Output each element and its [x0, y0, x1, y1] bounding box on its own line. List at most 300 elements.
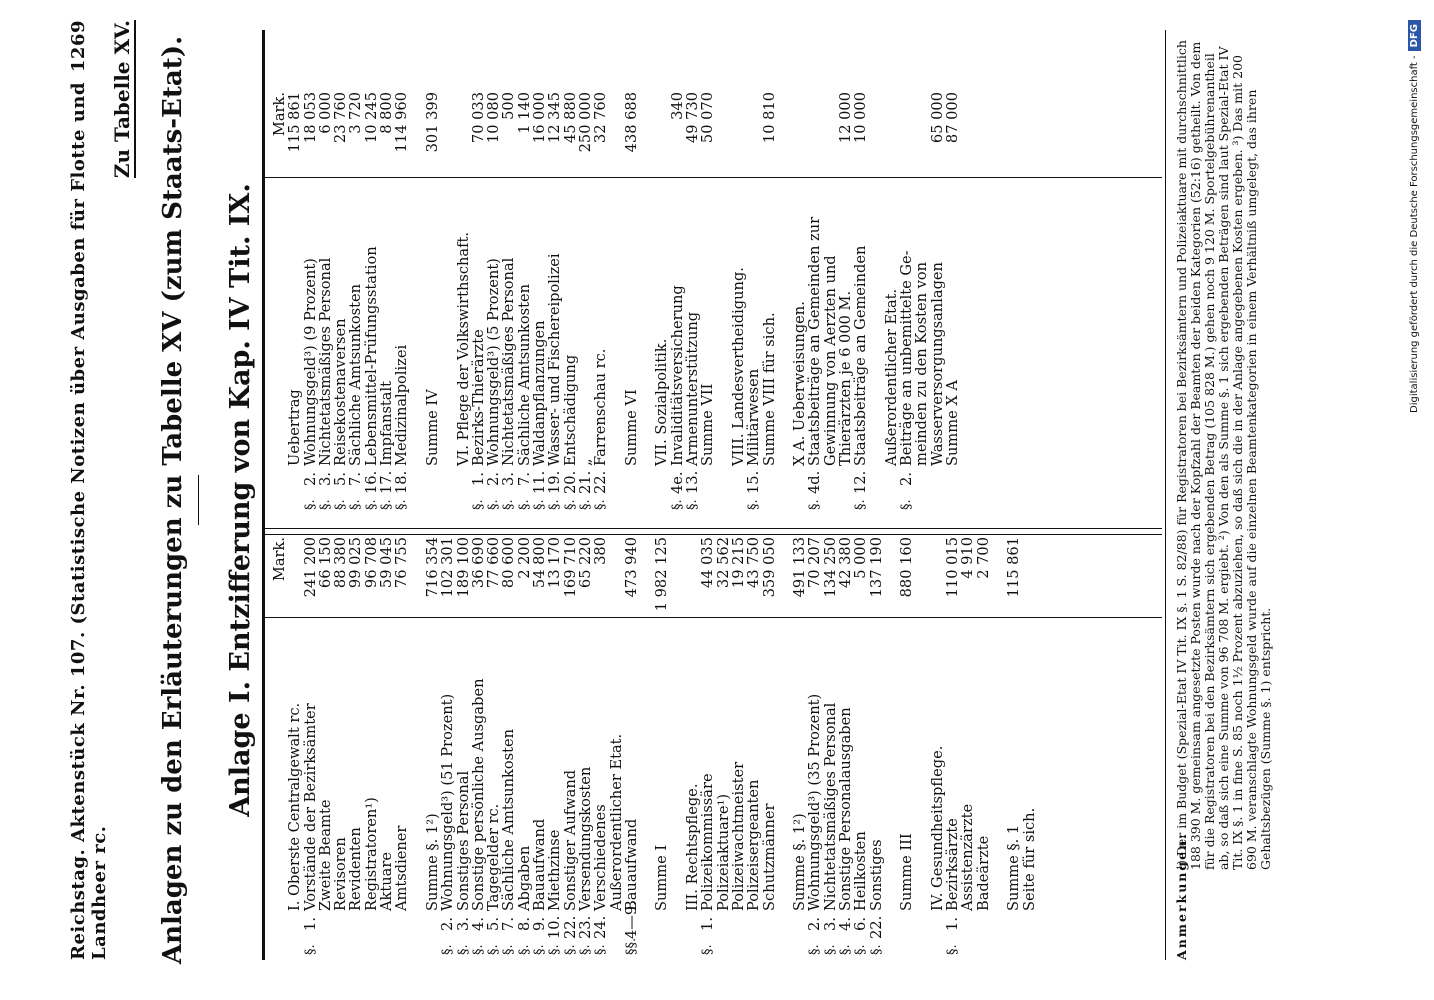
- table-row: [838, 90, 853, 510]
- table-row: [700, 535, 715, 955]
- item-number: 5.: [485, 917, 503, 931]
- item-label: Staatsbeiträge an Gemeinden: [852, 245, 870, 466]
- table-row: [991, 535, 1006, 955]
- paragraph-sign: §.: [577, 499, 593, 510]
- item-label: Polizeikommissäre: [699, 773, 717, 911]
- item-value: 114 960: [393, 92, 411, 153]
- table-row: [348, 90, 363, 510]
- item-label: Summe I: [653, 844, 671, 911]
- paragraph-sign: §.: [440, 944, 456, 955]
- table-row: [976, 535, 991, 955]
- item-value: 76 755: [393, 537, 411, 589]
- item-value: 473 940: [622, 537, 640, 598]
- item-value: Mark.: [271, 92, 288, 137]
- table-row: [930, 535, 945, 955]
- item-value: 77 660: [485, 537, 503, 589]
- paragraph-sign: §.: [317, 499, 333, 510]
- item-number: 1.: [301, 917, 319, 931]
- item-number: 2.: [301, 472, 319, 486]
- item-value: 87 000: [944, 92, 962, 144]
- table-row: [731, 535, 746, 955]
- paragraph-sign: §.: [945, 944, 961, 955]
- item-number: 20.: [561, 470, 579, 494]
- table-row: [287, 535, 302, 955]
- paragraph-sign: §.: [562, 499, 578, 510]
- item-label: VIII. Landesvertheidigung.: [729, 267, 747, 466]
- dfg-logo: DFG: [1408, 20, 1421, 51]
- paragraph-sign: §.: [516, 944, 532, 955]
- table-row: [593, 90, 608, 510]
- item-label: Sonstiges: [867, 839, 885, 911]
- item-value: 4 910: [959, 537, 977, 579]
- paragraph-sign: §.: [486, 499, 502, 510]
- item-number: 22.: [561, 915, 579, 939]
- table-row: [532, 90, 547, 510]
- table-row: [593, 535, 608, 955]
- item-label: Polizeiwachtmeister: [729, 761, 747, 911]
- item-label: Schutzmänner: [760, 803, 778, 911]
- table-row: [945, 90, 960, 510]
- table-row: [960, 535, 975, 955]
- item-value: Mark.: [271, 537, 288, 582]
- item-number: 21.: [576, 470, 594, 494]
- item-label: Bezirks-Thierärzte: [469, 329, 487, 466]
- table-row: [731, 90, 746, 510]
- item-label: Summe VII: [699, 383, 717, 466]
- item-label: Farrenschau rc.: [592, 348, 610, 466]
- item-number: 3.: [454, 917, 472, 931]
- item-value: 241 200: [301, 537, 319, 598]
- table-row: [425, 535, 440, 955]
- item-number: 17.: [378, 470, 396, 494]
- item-number: 1.: [944, 917, 962, 931]
- table-row: [670, 90, 685, 510]
- table-row: [746, 90, 761, 510]
- item-value: 36 690: [469, 537, 487, 589]
- item-label: Nichtetatsmäßiges Personal: [316, 257, 334, 466]
- item-number: 16.: [362, 470, 380, 494]
- item-number: 1.: [469, 472, 487, 486]
- table-row: [609, 535, 624, 955]
- table-row: [456, 90, 471, 510]
- item-label: Sonstiges Personal: [454, 770, 472, 911]
- item-label: Invaliditätsversicherung: [668, 285, 686, 466]
- item-value: 380: [592, 537, 610, 565]
- item-label: Seite für sich.: [1020, 807, 1038, 911]
- item-label: Reisekostenaversen: [332, 318, 350, 466]
- item-value: 134 250: [821, 537, 839, 598]
- table-row: [379, 535, 394, 955]
- item-label: VI. Pflege der Volkswirthschaft.: [454, 231, 472, 466]
- item-number: 7.: [500, 917, 518, 931]
- item-label: Summe X A: [944, 380, 962, 466]
- item-label: Vorstände der Bezirksämter: [301, 703, 319, 911]
- item-label: Tagegelder rc.: [485, 803, 503, 911]
- item-value: 6 000: [316, 92, 334, 134]
- paragraph-sign: §.: [501, 944, 517, 955]
- paragraph-sign: §.: [853, 944, 869, 955]
- item-number: 23.: [576, 915, 594, 939]
- item-label: Außerordentlicher Etat.: [882, 288, 900, 466]
- table-row: [517, 90, 532, 510]
- table-row: [532, 535, 547, 955]
- table-row: [333, 535, 348, 955]
- paragraph-sign: §.: [746, 499, 762, 510]
- table-row: [364, 90, 379, 510]
- paragraph-sign: §.: [547, 944, 563, 955]
- paragraph-sign: §.: [593, 499, 609, 510]
- item-label: Sächliche Amtsunkosten: [500, 728, 518, 911]
- item-number: 4.: [836, 917, 854, 931]
- item-number: 10.: [546, 915, 564, 939]
- item-value: 59 045: [378, 537, 396, 589]
- table-row: [486, 535, 501, 955]
- item-value: 43 750: [745, 537, 763, 589]
- page-title: Anlagen zu den Erläuterungen zu Tabelle XV (zum Staats-Etat).: [158, 35, 188, 965]
- table-row: [501, 535, 516, 955]
- item-label: Polizeiaktuare¹): [714, 793, 732, 911]
- item-value: 88 380: [332, 537, 350, 589]
- paragraph-sign: §.: [302, 499, 318, 510]
- table-row: [609, 90, 624, 510]
- table-row: [853, 90, 868, 510]
- item-label: Summe VIII für sich.: [760, 312, 778, 466]
- item-label: Summe VI: [622, 389, 640, 466]
- item-value: 10 810: [760, 92, 778, 144]
- item-value: 10 245: [362, 92, 380, 144]
- item-value: 1 982 125: [653, 537, 671, 612]
- item-label: Impfanstalt: [378, 380, 396, 466]
- item-label: Wasserversorgungsanlagen: [928, 262, 946, 466]
- left-column: [272, 535, 1037, 955]
- paragraph-sign: §.: [577, 944, 593, 955]
- table-row: [792, 90, 807, 510]
- item-number: 2.: [439, 917, 457, 931]
- item-number: 2.: [485, 472, 503, 486]
- item-number: 6.: [852, 917, 870, 931]
- item-label: Summe III: [898, 833, 916, 911]
- item-number: 8.: [515, 917, 533, 931]
- item-value: 115 861: [1005, 537, 1023, 598]
- item-label: Militärwesen: [745, 368, 763, 466]
- item-label: Beiträge an unbemittelte Ge-: [898, 250, 916, 466]
- item-label: Sonstiger Aufwand: [561, 769, 579, 911]
- paragraph-sign: §.: [486, 944, 502, 955]
- table-row: [272, 90, 287, 510]
- item-value: 32 760: [592, 92, 610, 144]
- item-number: 4d.: [806, 470, 824, 494]
- paragraph-sign: §.: [516, 499, 532, 510]
- item-label: Lebensmittel-Prüfungsstation: [362, 246, 380, 466]
- header-title: Reichstag. Aktenstück Nr. 107. (Statistische Notizen über Ausgaben für Flotte und Landheer rc.: [68, 82, 110, 960]
- item-value: 16 000: [531, 92, 549, 144]
- paragraph-sign: §.: [394, 499, 410, 510]
- table-row: [654, 535, 669, 955]
- item-value: 99 025: [347, 537, 365, 589]
- item-number: 3.: [316, 472, 334, 486]
- item-label: Bauaufwand: [531, 818, 549, 911]
- paragraph-sign: §.: [593, 944, 609, 955]
- item-label: Revidenten: [347, 827, 365, 911]
- paragraph-sign: §.: [899, 499, 915, 510]
- table-row: [517, 535, 532, 955]
- table-row: [318, 535, 333, 955]
- paragraph-sign: §.: [532, 499, 548, 510]
- item-value: 491 133: [791, 537, 809, 598]
- table-row: [547, 535, 562, 955]
- paragraph-sign: §.: [363, 499, 379, 510]
- item-label: Badeärzte: [974, 835, 992, 911]
- item-label: Außerordentlicher Etat.: [607, 733, 625, 911]
- table-row: [303, 90, 318, 510]
- item-value: 65 220: [576, 537, 594, 589]
- item-label: Medizinalpolizei: [393, 344, 411, 466]
- item-label: „: [576, 458, 594, 466]
- item-value: 44 035: [699, 537, 717, 589]
- table-row: [884, 90, 899, 510]
- item-value: 49 730: [684, 92, 702, 144]
- item-label: Bezirksärzte: [944, 818, 962, 911]
- item-value: 110 015: [944, 537, 962, 598]
- page-number: 1269: [68, 20, 89, 73]
- paragraph-sign: §.: [853, 499, 869, 510]
- item-number: 1.: [699, 917, 717, 931]
- item-label: Aktuare: [378, 852, 396, 911]
- item-value: 45 880: [561, 92, 579, 144]
- table-row: [333, 90, 348, 510]
- item-value: 500: [500, 92, 518, 120]
- table-row: [884, 535, 899, 955]
- table-row: [410, 535, 425, 955]
- item-number: 19.: [546, 470, 564, 494]
- item-value: 1 140: [515, 92, 533, 134]
- item-label: Summe IV: [423, 389, 441, 466]
- table-row: [716, 535, 731, 955]
- item-label: Wasser- und Fischereipolizei: [546, 253, 564, 466]
- item-label: Wohnungsgeld³) (51 Prozent): [439, 693, 457, 911]
- item-number: 22.: [592, 470, 610, 494]
- item-label: Revisoren: [332, 837, 350, 911]
- table-row: [303, 535, 318, 955]
- table-row: [639, 535, 654, 955]
- item-label: Entschädigung: [561, 354, 579, 466]
- table-row: [716, 90, 731, 510]
- item-label: Miethzinse: [546, 829, 564, 911]
- item-value: 50 070: [699, 92, 717, 144]
- footnote-heading: Anmerkungen:: [1174, 832, 1189, 960]
- table-row: [899, 90, 914, 510]
- item-value: 3 720: [347, 92, 365, 134]
- side-note-text: Digitalisierung gefördert durch die Deutsche Forschungsgemeinschaft -: [1409, 55, 1420, 413]
- paragraph-sign: §.: [302, 944, 318, 955]
- table-row: [685, 535, 700, 955]
- table-row: [685, 90, 700, 510]
- item-label: Sonstige Personalausgaben: [836, 707, 854, 911]
- item-label: Sächliche Amtsunkosten: [515, 283, 533, 466]
- table-row: [914, 90, 929, 510]
- paragraph-sign: §.: [700, 944, 716, 955]
- item-value: 70 207: [806, 537, 824, 589]
- item-value: 137 190: [867, 537, 885, 598]
- paragraph-sign: §.: [455, 944, 471, 955]
- paragraph-sign: §.: [868, 944, 884, 955]
- item-label: Sächliche Amtsunkosten: [347, 283, 365, 466]
- column-divider: [262, 528, 1162, 535]
- paragraph-sign: §.: [379, 499, 395, 510]
- item-value: 12 345: [546, 92, 564, 144]
- item-value: 301 399: [423, 92, 441, 153]
- digitization-note: [1408, 20, 1421, 980]
- item-label: I. Oberste Centralgewalt rc.: [286, 702, 304, 911]
- item-number: 7.: [515, 472, 533, 486]
- item-label: meinden zu den Kosten von: [913, 261, 931, 466]
- table-row: [624, 535, 639, 955]
- paragraph-sign: §.: [470, 499, 486, 510]
- item-value: 5 000: [852, 537, 870, 579]
- item-label: Nichtetatsmäßiges Personal: [821, 702, 839, 911]
- paragraph-sign: §.: [837, 944, 853, 955]
- table-row: [1006, 535, 1021, 955]
- item-label: Thierärzten je 6 000 M.: [836, 290, 854, 466]
- item-value: 10 080: [485, 92, 503, 144]
- item-value: 8 800: [378, 92, 396, 134]
- item-number: 4—9.: [622, 901, 640, 939]
- item-label: Gewinnung von Aerzten und: [821, 255, 839, 466]
- item-label: Summe §. 1²): [423, 813, 441, 911]
- table-row: [853, 535, 868, 955]
- table-row: [425, 90, 440, 510]
- table-row: [471, 535, 486, 955]
- table-row: [440, 90, 455, 510]
- item-number: 2.: [806, 917, 824, 931]
- table-row: [762, 90, 777, 510]
- item-value: 19 215: [729, 537, 747, 589]
- item-label: Assistenzärzte: [959, 803, 977, 911]
- table-row: [869, 90, 884, 510]
- item-number: 9.: [531, 917, 549, 931]
- item-number: 15.: [745, 470, 763, 494]
- table-row: [777, 90, 792, 510]
- paragraph-sign: §.: [532, 944, 548, 955]
- item-label: Staatsbeiträge an Gemeinden zur: [806, 216, 824, 466]
- table-row: [410, 90, 425, 510]
- anlage-heading: Anlage I. Entzifferung von Kap. IV Tit. IX.: [225, 183, 256, 817]
- item-value: 42 380: [836, 537, 854, 589]
- item-value: 716 354: [423, 537, 441, 598]
- title-rule: [198, 475, 199, 525]
- item-value: 65 000: [928, 92, 946, 144]
- item-value: 12 000: [836, 92, 854, 144]
- table-row: [792, 535, 807, 955]
- item-number: 13.: [684, 470, 702, 494]
- running-header: [60, 20, 110, 960]
- paragraph-sign: §.: [807, 944, 823, 955]
- paragraph-sign: §.: [470, 944, 486, 955]
- table-row: [807, 90, 822, 510]
- table-row: [823, 535, 838, 955]
- item-number: 2.: [898, 472, 916, 486]
- table-row: [823, 90, 838, 510]
- item-value: 189 100: [454, 537, 472, 598]
- table-row: [348, 535, 363, 955]
- item-value: 169 710: [561, 537, 579, 598]
- tabelle-reference: Zu Tabelle XV.: [110, 20, 134, 179]
- table-row: [563, 535, 578, 955]
- paragraph-sign: §.: [333, 499, 349, 510]
- item-label: Sonstige persönliche Ausgaben: [469, 678, 487, 911]
- item-label: IV. Gesundheitspflege.: [928, 745, 946, 911]
- table-row: [930, 90, 945, 510]
- item-label: Summe §. 1: [1005, 824, 1023, 911]
- item-value: 2 700: [974, 537, 992, 579]
- item-label: Heilkosten: [852, 831, 870, 911]
- footnote-text: ¹) Der im Budget (Spezial-Etat IV Tit. IX §. 1 S. 82/88) für Registratoren bei Bezirksämtern und Polizeiaktuare mit durchschnittlich 188 390 M. gemeinsam angesetzte Posten wurde nach der Kopfzahl der Beamten der beiden Kategorien (52:16) getheilt. Von dem für die Registratoren bei den Bezirksämtern sich ergebenden Betrag (105 828 M.) gehen noch 9 120 M. Sportelgebührenantheil ab, so daß sich eine Summe von 96 708 M. ergiebt. ²) Von den als Summe §. 1 sich ergebenden Beträgen sind laut Spezial-Etat IV Tit. IX §. 1 in fine S. 85 noch 1½ Prozent abzuziehen, so daß sich die in der Anlage angegebenen Kosten ergeben. ³) Das mit 200 690 M. veranschlagte Wohnungsgeld wurde auf die einzelnen Beamtenkategorien in einem Verhältniß umgelegt, das ihren Gehaltsbezügen (Summe §. 1) entspricht.: [1174, 40, 1273, 870]
- item-label: Polizeisergeanten: [745, 779, 763, 911]
- item-label: Verschiedenes: [592, 804, 610, 911]
- item-value: 66 150: [316, 537, 334, 589]
- item-label: Waldanpflanzungen: [531, 320, 549, 466]
- paragraph-sign: §.: [562, 944, 578, 955]
- item-number: 12.: [852, 470, 870, 494]
- item-label: Wohnungsgeld³) (5 Prozent): [485, 258, 503, 466]
- table-row: [624, 90, 639, 510]
- item-number: 4.: [469, 917, 487, 931]
- table-row: [394, 90, 409, 510]
- item-label: III. Rechtspflege.: [684, 783, 702, 911]
- paragraph-sign: §.: [669, 499, 685, 510]
- item-label: Versendungskosten: [576, 766, 594, 911]
- right-column: [272, 90, 960, 510]
- table-row: [578, 535, 593, 955]
- table-row: [1022, 535, 1037, 955]
- item-number: 5.: [332, 472, 350, 486]
- paragraph-sign: §.: [501, 499, 517, 510]
- table-row: [318, 90, 333, 510]
- item-value: 54 800: [531, 537, 549, 589]
- item-number: 11.: [531, 470, 549, 494]
- paragraph-sign: §§.: [623, 937, 639, 955]
- table-row: [394, 535, 409, 955]
- item-value: 2 200: [515, 537, 533, 579]
- item-label: Amtsdiener: [393, 825, 411, 911]
- item-number: 7.: [347, 472, 365, 486]
- item-value: 102 301: [439, 537, 457, 598]
- table-row: [456, 535, 471, 955]
- paragraph-sign: §.: [807, 499, 823, 510]
- item-label: Wohnungsgeld³) (9 Prozent): [301, 258, 319, 466]
- paragraph-sign: §.: [822, 944, 838, 955]
- item-label: Nichtetatsmäßiges Personal: [500, 257, 518, 466]
- table-row: [563, 90, 578, 510]
- item-number: 4e.: [668, 471, 686, 494]
- item-number: 3.: [821, 917, 839, 931]
- item-value: 70 033: [469, 92, 487, 144]
- item-label: Registratoren¹): [362, 797, 380, 911]
- paragraph-sign: §.: [547, 499, 563, 510]
- table-row: [762, 535, 777, 955]
- table-row: [914, 535, 929, 955]
- table-row: [838, 535, 853, 955]
- item-label: VII. Sozialpolitik.: [653, 338, 671, 466]
- table-row: [807, 535, 822, 955]
- item-label: Uebertrag: [286, 389, 304, 466]
- item-label: Bauaufwand: [622, 818, 640, 911]
- item-value: 10 000: [852, 92, 870, 144]
- table-row: [654, 90, 669, 510]
- table-row: [869, 535, 884, 955]
- item-number: 24.: [592, 915, 610, 939]
- item-value: 438 688: [622, 92, 640, 153]
